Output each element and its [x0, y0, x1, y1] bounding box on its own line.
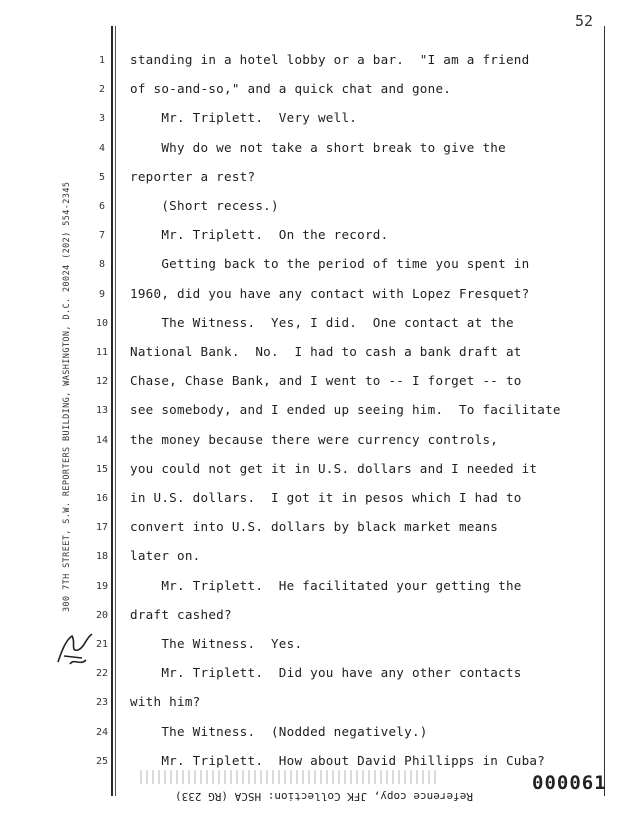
- line-number: 11: [95, 347, 109, 358]
- transcript-line: you could not get it in U.S. dollars and I needed it: [130, 460, 538, 476]
- line-number: 22: [95, 668, 109, 680]
- transcript-line: Mr. Triplett. On the record.: [130, 227, 389, 243]
- transcript-line: Mr. Triplett. He facilitated your getting the: [130, 577, 522, 593]
- line-number: 17: [95, 522, 109, 534]
- reporter-address-vertical: 300 7TH STREET, S.W. REPORTERS BUILDING, WASHINGTON, D.C. 20024 (202) 554-2345: [62, 181, 72, 612]
- line-number: 23: [95, 697, 109, 709]
- line-number: 13: [95, 405, 109, 417]
- transcript-line: standing in a hotel lobby or a bar. "I am a friend: [130, 52, 530, 67]
- line-number: 9: [98, 288, 106, 300]
- line-number: 2: [98, 84, 106, 96]
- line-number: 14: [95, 434, 109, 446]
- transcript-line: The Witness. Yes.: [130, 636, 303, 651]
- line-number: 4: [98, 142, 106, 154]
- transcript-line: National Bank. No. I had to cash a bank draft at: [130, 344, 522, 359]
- line-number: 19: [95, 580, 109, 592]
- transcript-line: later on.: [130, 548, 201, 564]
- transcript-line: of so-and-so," and a quick chat and gone.: [130, 81, 452, 97]
- line-number: 8: [98, 259, 106, 271]
- line-number: 5: [98, 171, 106, 183]
- line-number: 15: [95, 463, 109, 475]
- bates-stamp: 000061: [532, 772, 607, 794]
- right-margin-rule: [604, 26, 605, 796]
- transcript-line: (Short recess.): [130, 198, 279, 213]
- footer-reference: Reference copy, JFK Collection: HSCA (RG 233): [175, 790, 474, 803]
- transcript-line: Mr. Triplett. Very well.: [130, 110, 358, 126]
- line-number: 1: [98, 55, 106, 66]
- transcript-line: The Witness. (Nodded negatively.): [130, 723, 428, 739]
- transcript-line: the money because there were currency controls,: [130, 431, 499, 447]
- transcript-line: in U.S. dollars. I got it in pesos which I had to: [130, 490, 522, 505]
- transcript-line: convert into U.S. dollars by black market means: [130, 519, 499, 535]
- line-number: 12: [95, 376, 109, 388]
- left-margin-rule-inner: [115, 26, 116, 796]
- line-number: 7: [98, 230, 106, 242]
- transcript-line: The Witness. Yes, I did. One contact at the: [130, 314, 514, 330]
- line-number: 20: [95, 609, 109, 621]
- line-number: 10: [95, 317, 109, 329]
- transcript-line: Getting back to the period of time you spent in: [130, 256, 530, 272]
- line-number: 16: [95, 493, 109, 504]
- page-number: 52: [575, 12, 594, 30]
- handwritten-mark-icon: [52, 628, 98, 672]
- scan-noise: [140, 770, 440, 784]
- transcript-line: draft cashed?: [130, 606, 232, 622]
- line-number: 21: [95, 639, 109, 650]
- transcript-line: Why do we not take a short break to give the: [130, 139, 506, 155]
- transcript-line: Mr. Triplett. Did you have any other contacts: [130, 665, 522, 681]
- line-number: 25: [95, 755, 109, 767]
- transcript-line: see somebody, and I ended up seeing him. To facilitate: [130, 402, 561, 418]
- transcript-line: Chase, Chase Bank, and I went to -- I forget -- to: [130, 373, 522, 389]
- transcript-line: with him?: [130, 694, 201, 710]
- line-number: 3: [98, 113, 106, 125]
- line-number: 18: [95, 551, 109, 563]
- transcript-line: reporter a rest?: [130, 168, 256, 184]
- line-number: 6: [98, 201, 106, 212]
- line-number: 24: [95, 726, 109, 738]
- transcript-line: Mr. Triplett. How about David Phillipps in Cuba?: [130, 752, 546, 768]
- transcript-line: 1960, did you have any contact with Lopez Fresquet?: [130, 285, 530, 301]
